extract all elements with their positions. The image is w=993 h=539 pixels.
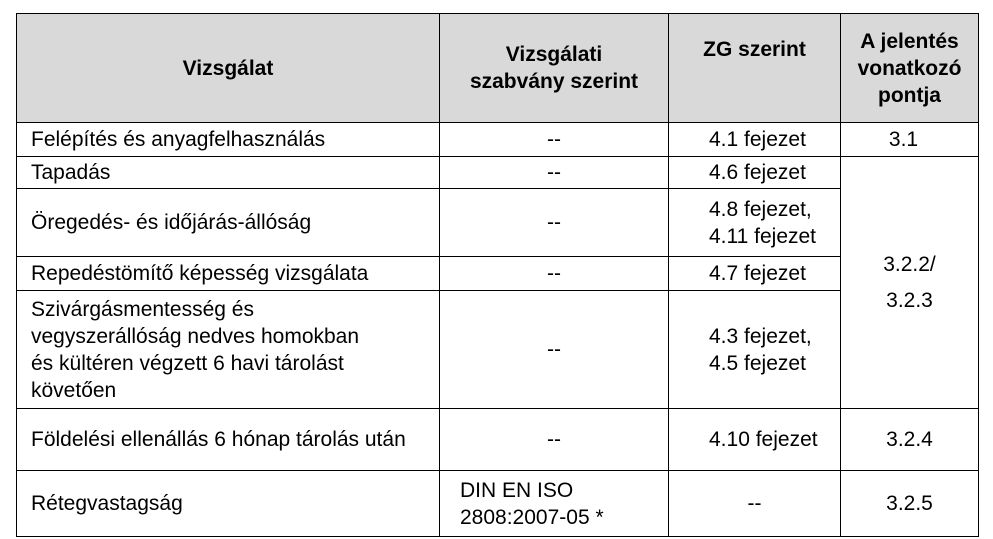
cell-szabvany: --	[440, 291, 669, 409]
cell-zg: 4.7 fejezet	[669, 257, 841, 291]
header-szabvany: Vizsgálati szabvány szerint	[440, 14, 669, 123]
table-row	[17, 157, 979, 189]
cell-pont: 3.2.5	[841, 471, 979, 537]
cell-zg: 4.3 fejezet, 4.5 fejezet	[669, 291, 841, 409]
table-row	[17, 409, 979, 471]
header-vizsgalat: Vizsgálat	[17, 14, 440, 123]
cell-szabvany: DIN EN ISO 2808:2007-05 *	[440, 471, 669, 537]
cell-zg: 4.10 fejezet	[669, 409, 841, 471]
cell-zg: 4.6 fejezet	[669, 157, 841, 189]
cell-szabvany: --	[440, 409, 669, 471]
cell-vizsgalat: Földelési ellenállás 6 hónap tárolás után	[17, 409, 440, 471]
cell-pont: 3.2.4	[841, 409, 979, 471]
cell-zg: --	[669, 471, 841, 537]
cell-pont-merged: 3.2.2/ 3.2.3	[841, 157, 979, 409]
cell-vizsgalat: Tapadás	[17, 157, 440, 189]
cell-pont: 3.1	[841, 123, 979, 157]
cell-zg: 4.1 fejezet	[669, 123, 841, 157]
header-row	[17, 14, 979, 123]
cell-vizsgalat: Szivárgásmentesség és vegyszerállóság nedves homokban és kültéren végzett 6 havi tárolást követően	[17, 291, 440, 409]
cell-szabvany: --	[440, 257, 669, 291]
cell-szabvany: --	[440, 189, 669, 257]
test-overview-table	[16, 13, 979, 537]
table-row	[17, 189, 979, 257]
header-zg: ZG szerint	[669, 14, 841, 123]
cell-szabvany: --	[440, 123, 669, 157]
cell-vizsgalat: Öregedés- és időjárás-állóság	[17, 189, 440, 257]
cell-vizsgalat: Felépítés és anyagfelhasználás	[17, 123, 440, 157]
table-row	[17, 471, 979, 537]
table-row	[17, 291, 979, 409]
header-pont: A jelentés vonatkozó pontja	[841, 14, 979, 123]
cell-vizsgalat: Rétegvastagság	[17, 471, 440, 537]
cell-zg: 4.8 fejezet, 4.11 fejezet	[669, 189, 841, 257]
cell-vizsgalat: Repedéstömítő képesség vizsgálata	[17, 257, 440, 291]
table-row	[17, 123, 979, 157]
cell-szabvany: --	[440, 157, 669, 189]
table-row	[17, 257, 979, 291]
